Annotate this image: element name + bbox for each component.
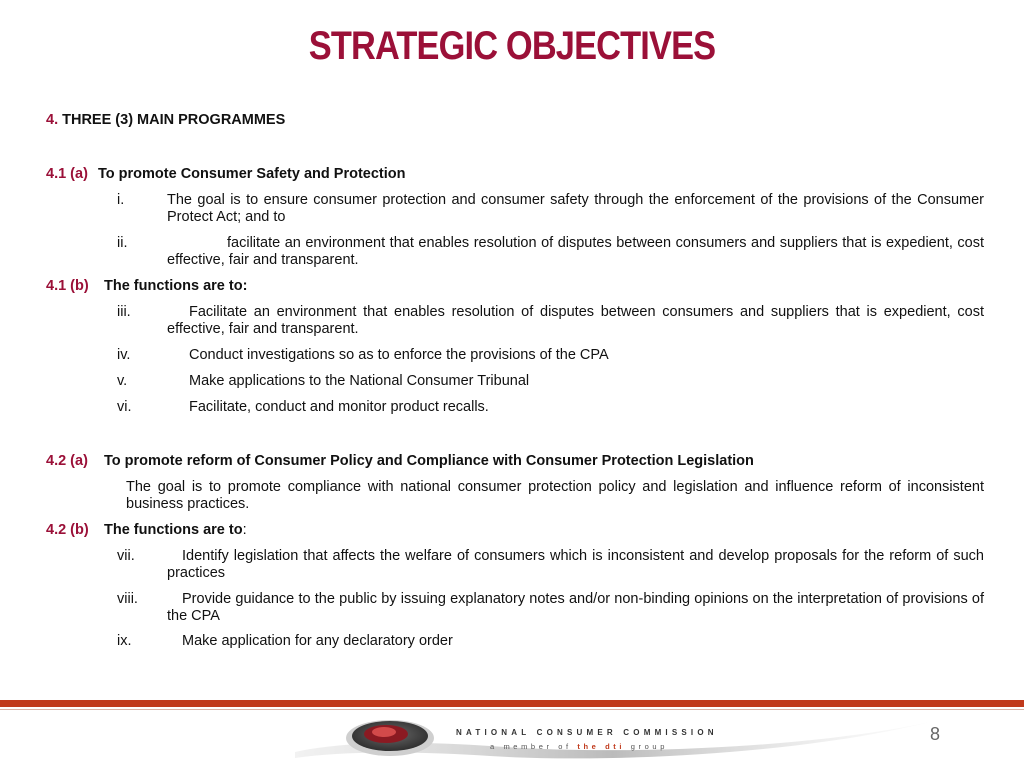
numeral-ix: ix. (117, 633, 132, 649)
tagline-accent: the dti (577, 742, 626, 751)
item-iii-text: Facilitate an environment that enables resolution of disputes between consumers and suppliers that is expedient, cost effective, fair and transparent. (167, 304, 984, 337)
numeral-vii: vii. (117, 548, 135, 564)
goal-4-2-a: The goal is to promote compliance with national consumer protection policy and legislation and influence reform of inconsistent business practices. (126, 479, 984, 512)
label-4-2-b: 4.2 (b) (46, 522, 89, 538)
section-title: THREE (3) MAIN PROGRAMMES (62, 112, 286, 128)
numeral-vi: vi. (117, 399, 132, 415)
label-4-2-a: 4.2 (a) (46, 453, 88, 469)
numeral-ii: ii. (117, 235, 128, 251)
heading-4-2-b (104, 522, 247, 539)
slide-title: STRATEGIC OBJECTIVES (308, 24, 716, 68)
item-ix-text: Make application for any declaratory order (182, 633, 453, 649)
item-vii-text: Identify legislation that affects the welfare of consumers which is inconsistent and develop proposals for the reform of such practices (167, 548, 984, 581)
heading-4-2-b-text: The functions are to (104, 522, 243, 538)
heading-4-1-b: The functions are to: (104, 278, 248, 294)
footer-rule-thin (0, 709, 1024, 710)
item-vi-text: Facilitate, conduct and monitor product recalls. (189, 399, 489, 415)
numeral-v: v. (117, 373, 128, 389)
numeral-iv: iv. (117, 347, 131, 363)
section-number: 4. (46, 112, 59, 128)
tagline-pre: a member of (490, 742, 572, 751)
heading-4-2-a: To promote reform of Consumer Policy and Compliance with Consumer Protection Legislation (104, 453, 754, 469)
item-i-text: The goal is to ensure consumer protection and consumer safety through the enforcement of the provisions of the Consumer Protect Act; and to (167, 192, 984, 225)
item-ii-text: facilitate an environment that enables resolution of disputes between consumers and suppliers that is expedient, cost effective, fair and transparent. (167, 235, 984, 268)
label-4-1-a: 4.1 (a) (46, 166, 88, 182)
section-heading (46, 112, 285, 129)
heading-4-1-a: To promote Consumer Safety and Protection (98, 166, 406, 182)
numeral-viii: viii. (117, 591, 138, 607)
tagline-post: group (630, 742, 668, 751)
item-v-text: Make applications to the National Consumer Tribunal (189, 373, 530, 389)
item-iv-text: Conduct investigations so as to enforce the provisions of the CPA (189, 347, 609, 363)
ncc-logo (290, 712, 1010, 768)
page-number: 8 (930, 724, 941, 744)
heading-4-2-b-colon: : (242, 522, 247, 538)
logo-emblem-icon (290, 712, 1010, 768)
numeral-i: i. (117, 192, 125, 208)
numeral-iii: iii. (117, 304, 131, 320)
label-4-1-b: 4.1 (b) (46, 278, 89, 294)
org-tagline (490, 742, 668, 751)
footer-rule (0, 700, 1024, 707)
org-name: NATIONAL CONSUMER COMMISSION (456, 728, 718, 737)
item-viii-text: Provide guidance to the public by issuing explanatory notes and/or non-binding opinions on the interpretation of provisions of the CPA (167, 591, 984, 624)
